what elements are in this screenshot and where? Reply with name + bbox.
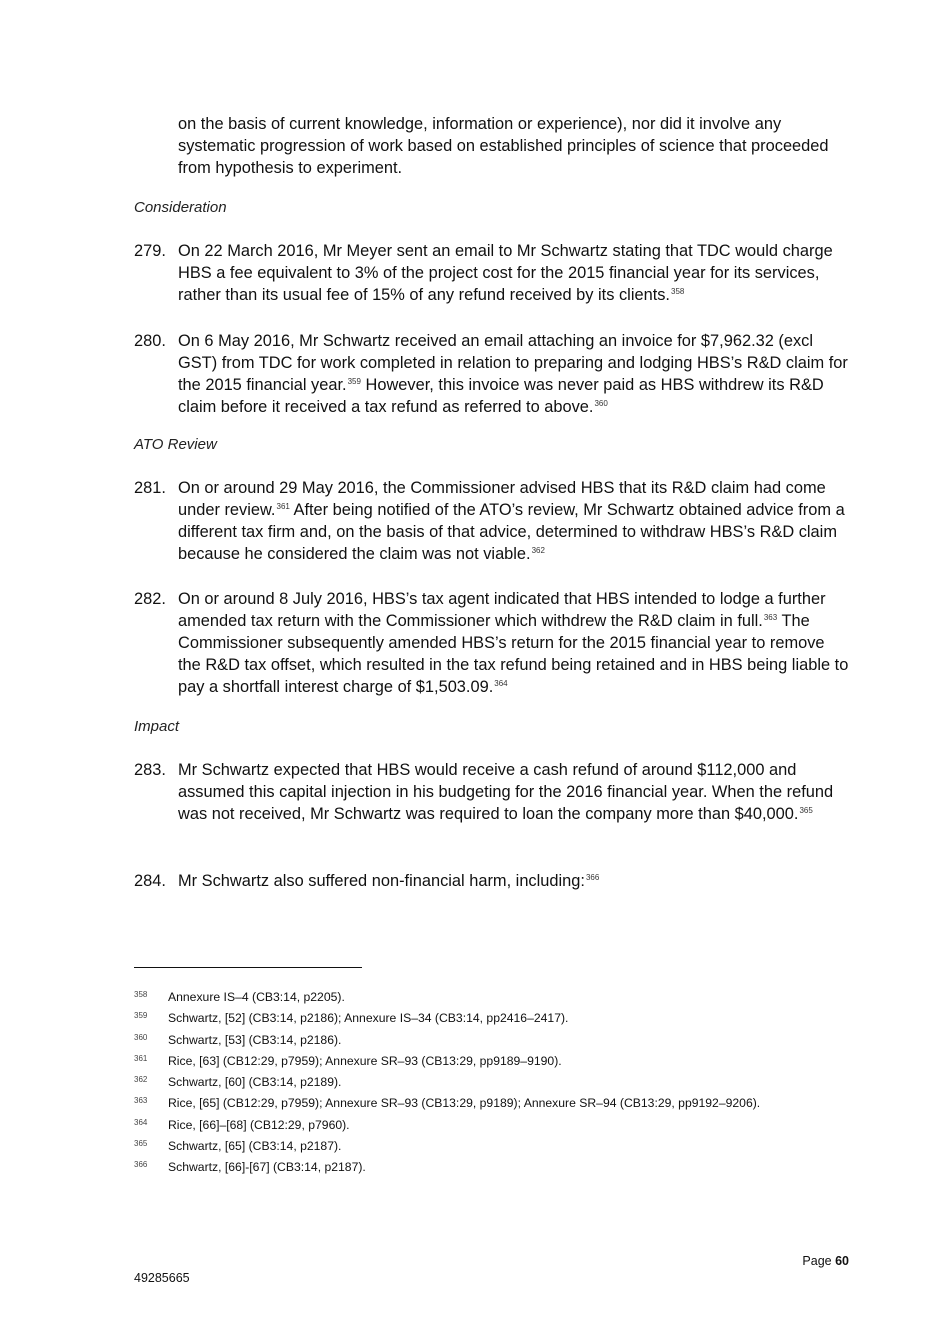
paragraph-281: [134, 477, 850, 565]
footnote-text: Schwartz, [52] (CB3:14, p2186); Annexure IS–34 (CB3:14, pp2416–2417).: [168, 1011, 569, 1026]
footnote-ref[interactable]: 361: [276, 501, 290, 511]
footnote-text: Annexure IS–4 (CB3:14, p2205).: [168, 990, 345, 1004]
footnote-text: Schwartz, [60] (CB3:14, p2189).: [168, 1075, 342, 1090]
paragraph-text: Mr Schwartz expected that HBS would receive a cash refund of around $112,000 and assumed this capital injection in his budgeting for the 2016 financial year. When the refund was not received, Mr Schwartz was required to loan the company more than $40,000.: [178, 761, 834, 823]
paragraph-number: 280.: [134, 332, 166, 350]
footnote-number: 361: [134, 1053, 148, 1063]
paragraph-text: Mr Schwartz also suffered non-financial harm, including:: [178, 872, 585, 890]
footnote-text: Schwartz, [53] (CB3:14, p2186).: [168, 1032, 342, 1047]
footnote-ref[interactable]: 366: [585, 872, 600, 882]
footnote-364: [134, 1118, 794, 1133]
continuation-paragraph: on the basis of current knowledge, information or experience), nor did it involve any systematic progression of work based on established principles of science that proceeded from hypothesis to experiment.: [178, 115, 829, 177]
paragraph-text: On or around 8 July 2016, HBS’s tax agent indicated that HBS intended to lodge a further amended tax return with the Commissioner which withdrew the R&D claim in full.: [178, 590, 826, 630]
footnote-ref[interactable]: 362: [531, 545, 545, 555]
paragraph-280: [134, 330, 850, 418]
document-id: 49285665: [134, 1271, 190, 1285]
footnote-360: [134, 1033, 794, 1048]
paragraph-text: However, this invoice was never paid as HBS withdrew its R&D claim before it received a tax refund as referred to above.: [178, 376, 824, 416]
paragraph-284: [134, 870, 850, 892]
footnote-365: [134, 1139, 794, 1154]
footnote-ref[interactable]: 365: [799, 805, 813, 815]
footnote-number: 360: [134, 1032, 148, 1042]
paragraph-text: After being notified of the ATO’s review, Mr Schwartz obtained advice from a different tax firm and, on the basis of that advice, determined to withdraw HBS’s R&D claim because he considered the claim was not viable.: [178, 501, 845, 563]
footnote-text: Rice, [66]–[68] (CB12:29, p7960).: [168, 1117, 350, 1132]
footnote-text: Schwartz, [65] (CB3:14, p2187).: [168, 1139, 342, 1154]
footnote-ref[interactable]: 363: [763, 612, 778, 622]
footnote-number: 365: [134, 1139, 148, 1149]
footnote-363: [134, 1096, 794, 1111]
footnote-number: 364: [134, 1117, 148, 1127]
page-number-value: 60: [835, 1254, 849, 1268]
paragraph-text: On 22 March 2016, Mr Meyer sent an email to Mr Schwartz stating that TDC would charge HBS a fee equivalent to 3% of the project cost for the 2015 financial year for its services, rather than its usual fee of 15% of any refund received by its clients.: [178, 242, 833, 304]
paragraph-number: 279.: [134, 242, 166, 260]
footnote-number: 358: [134, 990, 148, 999]
footnote-number: 363: [134, 1096, 148, 1106]
footnote-ref[interactable]: 364: [494, 678, 508, 688]
footnote-362: [134, 1075, 794, 1090]
footnote-number: 366: [134, 1160, 148, 1170]
footnote-358: [134, 990, 794, 1005]
heading-consideration: Consideration: [134, 199, 227, 216]
paragraph-279: [134, 240, 850, 306]
paragraph-text: On 6 May 2016, Mr Schwartz received an email attaching an invoice for $7,962.32 (excl GST) from TDC for work completed in relation to preparing and lodging HBS’s R&D claim for the 2015 financial year.: [178, 332, 848, 394]
page-label: Page: [802, 1254, 832, 1268]
heading-impact: Impact: [134, 718, 180, 735]
page-number: [802, 1254, 849, 1268]
paragraph-283: [134, 759, 850, 825]
footnote-366: [134, 1160, 794, 1175]
footnote-text: Rice, [63] (CB12:29, p7959); Annexure SR–93 (CB13:29, pp9189–9190).: [168, 1053, 562, 1068]
paragraph-282: [134, 588, 850, 698]
heading-ato-review: ATO Review: [134, 436, 217, 453]
footnote-number: 359: [134, 1011, 148, 1021]
footnote-text: Rice, [65] (CB12:29, p7959); Annexure SR–93 (CB13:29, p9189); Annexure SR–94 (CB13:29, pp9192–9206).: [168, 1096, 761, 1111]
paragraph-number: 282.: [134, 590, 166, 608]
footnote-361: [134, 1054, 794, 1069]
footnote-separator: [134, 967, 362, 968]
footnote-ref[interactable]: 360: [594, 398, 608, 408]
footnote-ref[interactable]: 359: [347, 376, 361, 386]
paragraph-number: 284.: [134, 872, 166, 890]
paragraph-text: The Commissioner subsequently amended HBS’s return for the 2015 financial year to remove the R&D tax offset, which resulted in the tax refund being retained and in HBS being liable to pay a shortfall interest charge of $1,503.09.: [178, 612, 849, 696]
footnote-text: Schwartz, [66]-[67] (CB3:14, p2187).: [168, 1160, 366, 1175]
footnote-number: 362: [134, 1075, 148, 1085]
paragraph-number: 283.: [134, 761, 166, 779]
paragraph-text: On or around 29 May 2016, the Commissioner advised HBS that its R&D claim had come under review.: [178, 479, 826, 519]
footnotes-list: [134, 990, 794, 1182]
footnote-359: [134, 1011, 794, 1026]
paragraph-number: 281.: [134, 479, 166, 497]
footnote-ref[interactable]: 358: [671, 286, 685, 296]
